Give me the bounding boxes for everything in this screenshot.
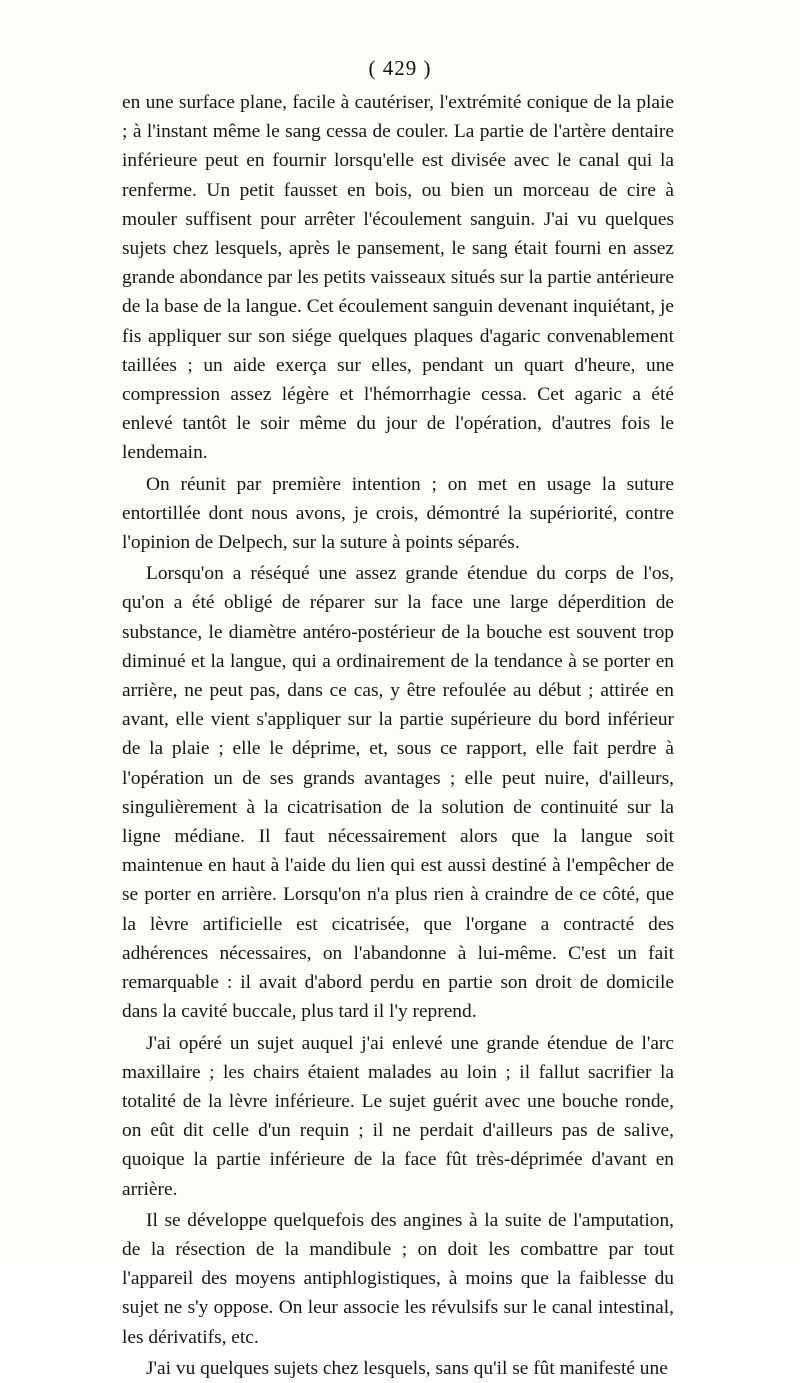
page-number: ( 429 )	[368, 56, 432, 80]
paragraph: en une surface plane, facile à cautériser, l'extrémité conique de la plaie ; à l'instant même le sang cessa de couler. La partie de l'artère dentaire inférieure peut en fournir lorsqu'elle est divisée avec le canal qui la renferme. Un petit fausset en bois, ou bien un morceau de cire à mouler suffisent pour arrêter l'écoulement sanguin. J'ai vu quelques sujets chez lesquels, après le pansement, le sang était fourni en assez grande abondance par les petits vaisseaux situés sur la partie antérieure de la base de la langue. Cet écoulement sanguin devenant inquiétant, je fis appliquer sur son siége quelques plaques d'agaric convenablement taillées ; un aide exerça sur elles, pendant un quart d'heure, une compression assez légère et l'hémorrhagie cessa. Cet agaric a été enlevé tantôt le soir même du jour de l'opération, d'autres fois le lendemain.	[122, 92, 674, 464]
paragraph: J'ai vu quelques sujets chez lesquels, sans qu'il se fût manifesté une	[146, 1357, 668, 1379]
paragraph: On réunit par première intention ; on met en usage la suture entortillée dont nous avons, je crois, démontré la supériorité, contre l'opinion de Delpech, sur la suture à points séparés.	[122, 473, 674, 554]
paragraph: Lorsqu'on a réséqué une assez grande étendue du corps de l'os, qu'on a été obligé de réparer sur la face une large déperdition de substance, le diamètre antéro-postérieur de la bouche est souvent trop diminué et la langue, qui a ordinairement de la tendance à se porter en arrière, ne peut pas, dans ce cas, y être refoulée au début ; attirée en avant, elle vient s'appliquer sur la partie supérieure du bord inférieur de la plaie ; elle le déprime, et, sous ce rapport, elle fait perdre à l'opération un de ses grands avantages ; elle peut nuire, d'ailleurs, singulièrement à la cicatrisation de la solution de continuité sur la ligne médiane. Il faut nécessairement alors que la langue soit maintenue en haut à l'aide du lien qui est aussi destiné à l'empêcher de se porter en arrière. Lorsqu'on n'a plus rien à craindre de ce côté, que la lèvre artificielle est cicatrisée, que l'organe a contracté des adhérences nécessaires, on l'abandonne à lui-même. C'est un fait remarquable : il avait d'abord perdu en partie son droit de domicile dans la cavité buccale, plus tard il l'y reprend.	[122, 563, 674, 1023]
paragraph: J'ai opéré un sujet auquel j'ai enlevé une grande étendue de l'arc maxillaire ; les chairs étaient malades au loin ; il fallut sacrifier la totalité de la lèvre inférieure. Le sujet guérit avec une bouche ronde, on eût dit celle d'un requin ; il ne perdait d'ailleurs pas de salive, quoique la partie inférieure de la face fût très-déprimée d'avant en arrière.	[122, 1032, 674, 1200]
paragraph: Il se développe quelquefois des angines à la suite de l'amputation, de la résection de la mandibule ; on doit les combattre par tout l'appareil des moyens antiphlogistiques, à moins que la faiblesse du sujet ne s'y oppose. On leur associe les révulsifs sur le canal intestinal, les dérivatifs, etc.	[122, 1209, 674, 1348]
body-text	[122, 88, 674, 1383]
